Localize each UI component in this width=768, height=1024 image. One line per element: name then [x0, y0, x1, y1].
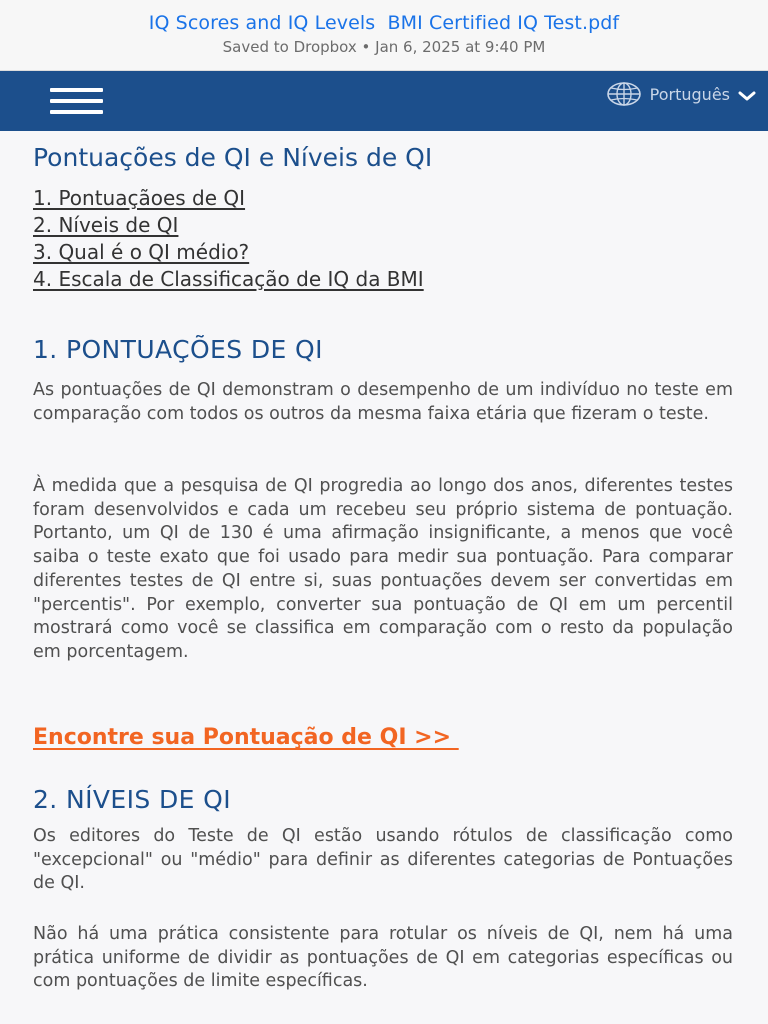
site-navbar: [0, 71, 768, 131]
saved-status: Saved to Dropbox • Jan 6, 2025 at 9:40 PM: [222, 38, 546, 56]
section-levels-paragraph-1: Os editores do Teste de QI estão usando rótulos de classificação como "excepcional" ou "médio" para definir as diferentes categorias de Pontuações de QI.: [33, 826, 733, 894]
language-label: Português: [649, 84, 730, 104]
toc-link-levels[interactable]: 2. Níveis de QI: [33, 213, 179, 237]
toc-item: [33, 212, 424, 239]
section-levels-paragraph-2: Não há uma prática consistente para rotular os níveis de QI, nem há uma prática uniforme de dividir as pontuações de QI em categorias específicas ou com pontuações de limite específicas.: [33, 924, 733, 992]
toc-item: [33, 185, 424, 212]
toc-item: [33, 266, 424, 293]
section-heading-scores: 1. PONTUAÇÕES DE QI: [33, 335, 323, 364]
section-scores-paragraph-1: As pontuações de QI demonstram o desempenho de um indivíduo no teste em comparação com todos os outros da mesma faixa etária que fizeram o teste.: [33, 380, 733, 424]
language-selector[interactable]: [606, 81, 756, 107]
toc-link-scale[interactable]: 4. Escala de Classificação de IQ da BMI: [33, 267, 424, 291]
toc-link-scores[interactable]: 1. Pontuaçãoes de QI: [33, 186, 246, 210]
globe-icon: [606, 81, 642, 107]
table-of-contents: [33, 185, 424, 293]
chevron-down-icon: [738, 90, 756, 102]
section-scores-paragraph-2: À medida que a pesquisa de QI progredia ao longo dos anos, diferentes testes foram desenvolvidos e cada um recebeu seu próprio sistema de pontuação. Portanto, um QI de 130 é uma afirmação insignificante, a menos que você saiba o teste exato que foi usado para medir sua pontuação. Para comparar diferentes testes de QI entre si, suas pontuações devem ser convertidas em "percentis". Por exemplo, converter sua pontuação de QI em um percentil mostrará como você se classifica em comparação com o resto da população em porcentagem.: [33, 476, 733, 662]
toc-link-average[interactable]: 3. Qual é o QI médio?: [33, 240, 250, 264]
hamburger-menu-icon[interactable]: [50, 87, 103, 115]
document-filename[interactable]: IQ Scores and IQ Levels BMI Certified IQ Test.pdf: [148, 12, 620, 34]
document-title-bar: [0, 0, 768, 71]
toc-item: [33, 239, 424, 266]
page-title: Pontuações de QI e Níveis de QI: [33, 143, 433, 172]
find-iq-score-link[interactable]: Encontre sua Pontuação de QI >>: [33, 725, 459, 750]
section-heading-levels: 2. NÍVEIS DE QI: [33, 785, 232, 814]
